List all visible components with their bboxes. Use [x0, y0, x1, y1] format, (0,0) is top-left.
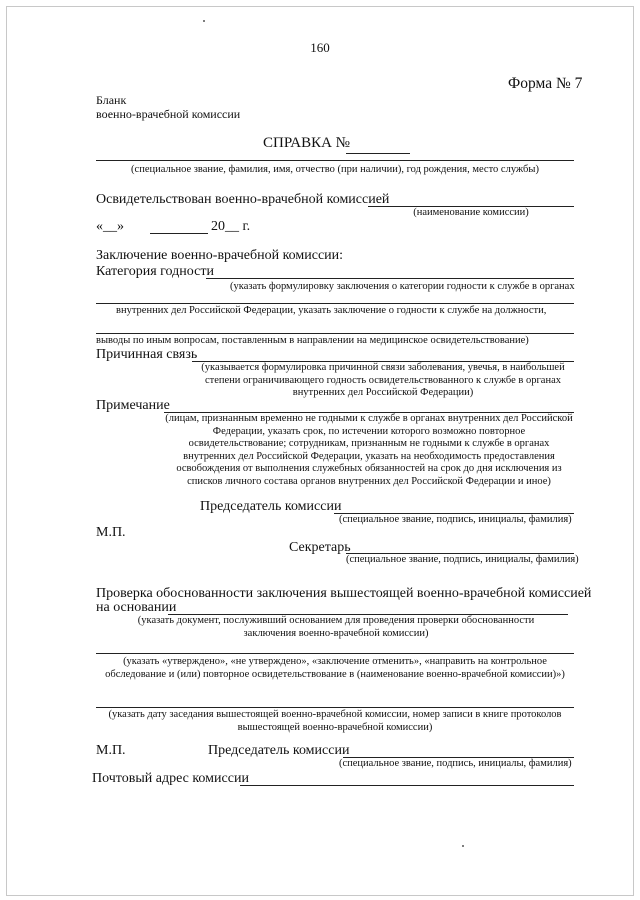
verification-heading: Проверка обоснованности заключения вышестоящей военно-врачебной комиссией — [96, 586, 592, 601]
person-field-line[interactable] — [96, 160, 574, 161]
postal-address-field[interactable] — [240, 785, 574, 786]
hint-category-1: (указать формулировку заключения о категории годности к службе в органах — [230, 281, 575, 292]
hint-secretary: (специальное звание, подпись, инициалы, фамилия) — [346, 554, 579, 565]
hint-basis: (указать документ, послуживший основанием для проведения проверки обоснованности заключения военно-врачебной комиссии) — [137, 615, 535, 639]
category-field[interactable] — [206, 278, 574, 279]
hint-category-2: внутренних дел Российской Федерации, указать заключение о годности к службе на должности, — [116, 305, 547, 316]
meeting-field[interactable] — [96, 707, 574, 708]
examined-label: Освидетельствован военно-врачебной комиссией — [96, 192, 390, 207]
blank-commission-label: военно-врачебной комиссии — [96, 107, 241, 121]
hint-commission: (наименование комиссии) — [413, 207, 529, 218]
stamp-label-2: М.П. — [96, 743, 126, 758]
date-year: 20__ г. — [211, 219, 251, 234]
hint-decision: (указать «утверждено», «не утверждено», «заключение отменить», «направить на контрольное обследование и (или) повторное освидетельствование в (наименование военно-врачебной комиссии)») — [105, 656, 565, 680]
blank-label: Бланк — [96, 93, 127, 107]
postal-label: Почтовый адрес комиссии — [92, 771, 249, 786]
stamp-label: М.П. — [96, 525, 126, 540]
basis-label: на основании — [96, 600, 177, 615]
decision-field[interactable] — [96, 653, 574, 654]
category-label: Категория годности — [96, 264, 214, 279]
certificate-number-field[interactable] — [346, 153, 410, 154]
scan-speck — [462, 845, 464, 847]
hint-meeting: (указать дату заседания вышестоящей военно-врачебной комиссии, номер записи в книге протоколов вышестоящей военно-врачебной комиссии) — [108, 709, 562, 733]
hint-person: (специальное звание, фамилия, имя, отчество (при наличии), год рождения, место службы) — [131, 164, 539, 175]
date-month-field[interactable] — [150, 233, 208, 234]
hint-chairman2: (специальное звание, подпись, инициалы, фамилия) — [339, 758, 572, 769]
hint-causal: (указывается формулировка причинной связи заболевания, увечья, в наибольшей степени ограничивающего годность освидетельствованного к службе в органах внутренних дел Российской Федерации) — [201, 362, 565, 399]
date-day: «__» — [96, 219, 124, 234]
form-label: Форма № 7 — [508, 75, 583, 92]
hint-chairman: (специальное звание, подпись, инициалы, фамилия) — [339, 514, 572, 525]
page-number: 160 — [310, 40, 330, 55]
conclusion-heading: Заключение военно-врачебной комиссии: — [96, 248, 344, 263]
chairman-label: Председатель комиссии — [200, 499, 342, 514]
secretary-label: Секретарь — [289, 540, 351, 555]
hint-note: (лицам, признанным временно не годными к службе в органах внутренних дел Российской Федерации, указать срок, по истечении которого возможно повторное освидетельствование; сотрудникам, признанным не годными к службе в органах внутренних дел Российской Федерации, указать на необходимость предоставления освобождения от выполнения служебных обязанностей на срок до дня исключения из списков личного состава органов внутренних дел Российской Федерации и иное) — [165, 413, 573, 487]
scan-speck — [203, 20, 205, 22]
note-label: Примечание — [96, 398, 170, 413]
causal-label: Причинная связь — [96, 347, 198, 362]
chairman2-label: Председатель комиссии — [208, 743, 350, 758]
certificate-title: СПРАВКА № — [263, 135, 350, 151]
category-field-line-3[interactable] — [96, 333, 574, 334]
category-field-line-2[interactable] — [96, 303, 574, 304]
hint-category-3: выводы по иным вопросам, поставленным в направлении на медицинское освидетельствование) — [96, 335, 529, 346]
